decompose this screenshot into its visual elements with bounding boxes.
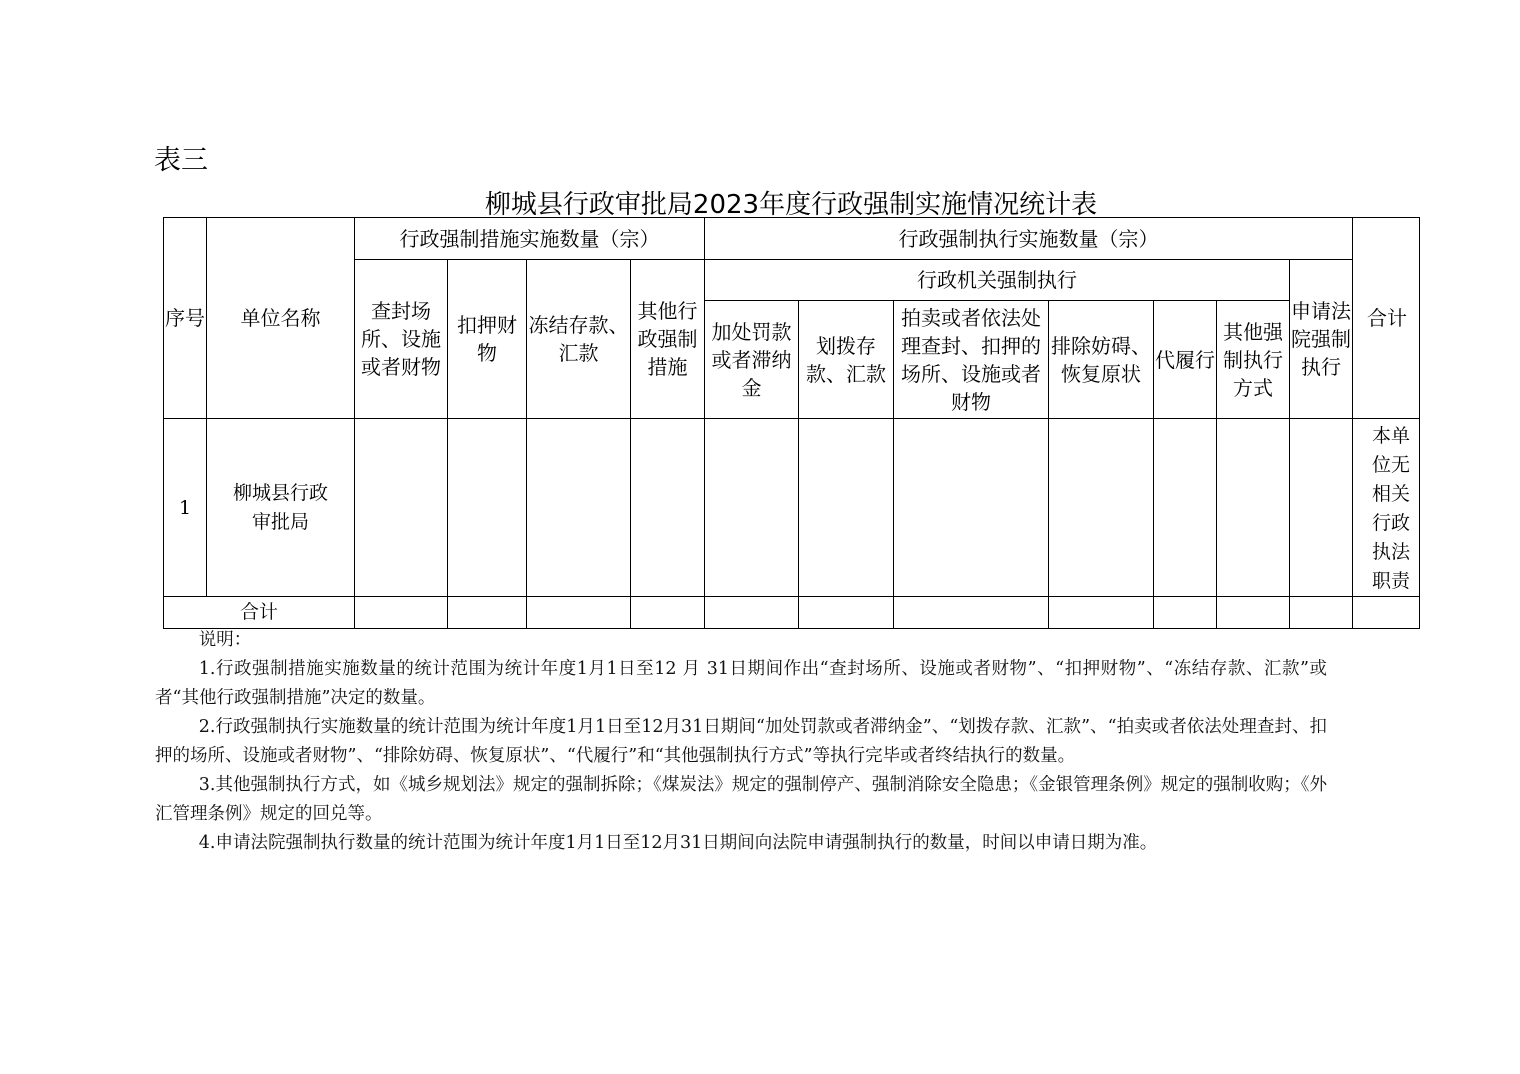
row-cell: [799, 419, 894, 597]
row-cell: [1049, 419, 1154, 597]
row-cell: [527, 419, 631, 597]
row-cell: [894, 419, 1049, 597]
header-exec-transfer: 划拨存款、汇款: [799, 301, 894, 419]
note-item-3: 3.其他强制执行方式，如《城乡规划法》规定的强制拆除；《煤炭法》规定的强制停产、强制消除安全隐患；《金银管理条例》规定的强制收购；《外汇管理条例》规定的回兑等。: [155, 775, 1327, 824]
header-exec-auction: 拍卖或者依法处理查封、扣押的场所、设施或者财物: [894, 301, 1049, 419]
notes-section: [155, 626, 1327, 858]
header-execution-group: 行政强制执行实施数量（宗）: [705, 218, 1353, 260]
header-measure-seal: 查封场所、设施或者财物: [355, 260, 448, 419]
footer-total-label: 合计: [164, 597, 355, 629]
footer-cell: [631, 597, 705, 629]
footer-cell: [1217, 597, 1290, 629]
header-row-1: [164, 218, 1420, 260]
header-measure-other: 其他行政强制措施: [631, 260, 705, 419]
header-admin-exec-group: 行政机关强制执行: [705, 260, 1290, 301]
row-total-remark: 本单位无相关行政执法职责: [1353, 419, 1420, 597]
row-cell: [448, 419, 527, 597]
footer-cell: [1049, 597, 1154, 629]
footer-cell: [1353, 597, 1420, 629]
row-unit-name: 柳城县行政审批局: [207, 419, 355, 597]
footer-cell: [1154, 597, 1217, 629]
footer-cell: [894, 597, 1049, 629]
header-exec-other: 其他强制执行方式: [1217, 301, 1290, 419]
footer-cell: [799, 597, 894, 629]
header-exec-substitute: 代履行: [1154, 301, 1217, 419]
note-item-2: 2.行政强制执行实施数量的统计范围为统计年度1月1日至12月31日期间“加处罚款或者滞纳金”、“划拨存款、汇款”、“拍卖或者依法处理查封、扣押的场所、设施或者财物”、“排除妨碍、恢复原状”、“代履行”和“其他强制执行方式”等执行完毕或者终结执行的数量。: [155, 717, 1327, 766]
header-seq: 序号: [164, 218, 207, 419]
header-court-exec: 申请法院强制执行: [1290, 260, 1353, 419]
document-title: 柳城县行政审批局2023年度行政强制实施情况统计表: [484, 190, 1098, 220]
note-item-1: 1.行政强制措施实施数量的统计范围为统计年度1月1日至12 月 31日期间作出“查封场所、设施或者财物”、“扣押财物”、“冻结存款、汇款”或者“其他行政强制措施”决定的数量。: [155, 659, 1327, 708]
note-item-4: 4.申请法院强制执行数量的统计范围为统计年度1月1日至12月31日期间向法院申请强制执行的数量，时间以申请日期为准。: [198, 833, 1158, 853]
footer-row: [164, 597, 1420, 629]
header-unit-name: 单位名称: [207, 218, 355, 419]
header-total: 合计: [1353, 218, 1420, 419]
row-cell: [1290, 419, 1353, 597]
table-label: 表三: [154, 145, 208, 176]
header-exec-remove-obstruction: 排除妨碍、恢复原状: [1049, 301, 1154, 419]
table-row: [164, 419, 1420, 597]
header-measure-seize: 扣押财物: [448, 260, 527, 419]
header-exec-fine: 加处罚款或者滞纳金: [705, 301, 799, 419]
footer-cell: [448, 597, 527, 629]
header-measures-group: 行政强制措施实施数量（宗）: [355, 218, 705, 260]
row-cell: [355, 419, 448, 597]
footer-cell: [355, 597, 448, 629]
row-seq: 1: [164, 419, 207, 597]
row-cell: [1217, 419, 1290, 597]
row-cell: [1154, 419, 1217, 597]
header-measure-freeze: 冻结存款、汇款: [527, 260, 631, 419]
row-cell: [705, 419, 799, 597]
statistics-table: [163, 217, 1420, 629]
row-cell: [631, 419, 705, 597]
footer-cell: [705, 597, 799, 629]
footer-cell: [527, 597, 631, 629]
footer-cell: [1290, 597, 1353, 629]
notes-heading: 说明：: [198, 630, 252, 650]
